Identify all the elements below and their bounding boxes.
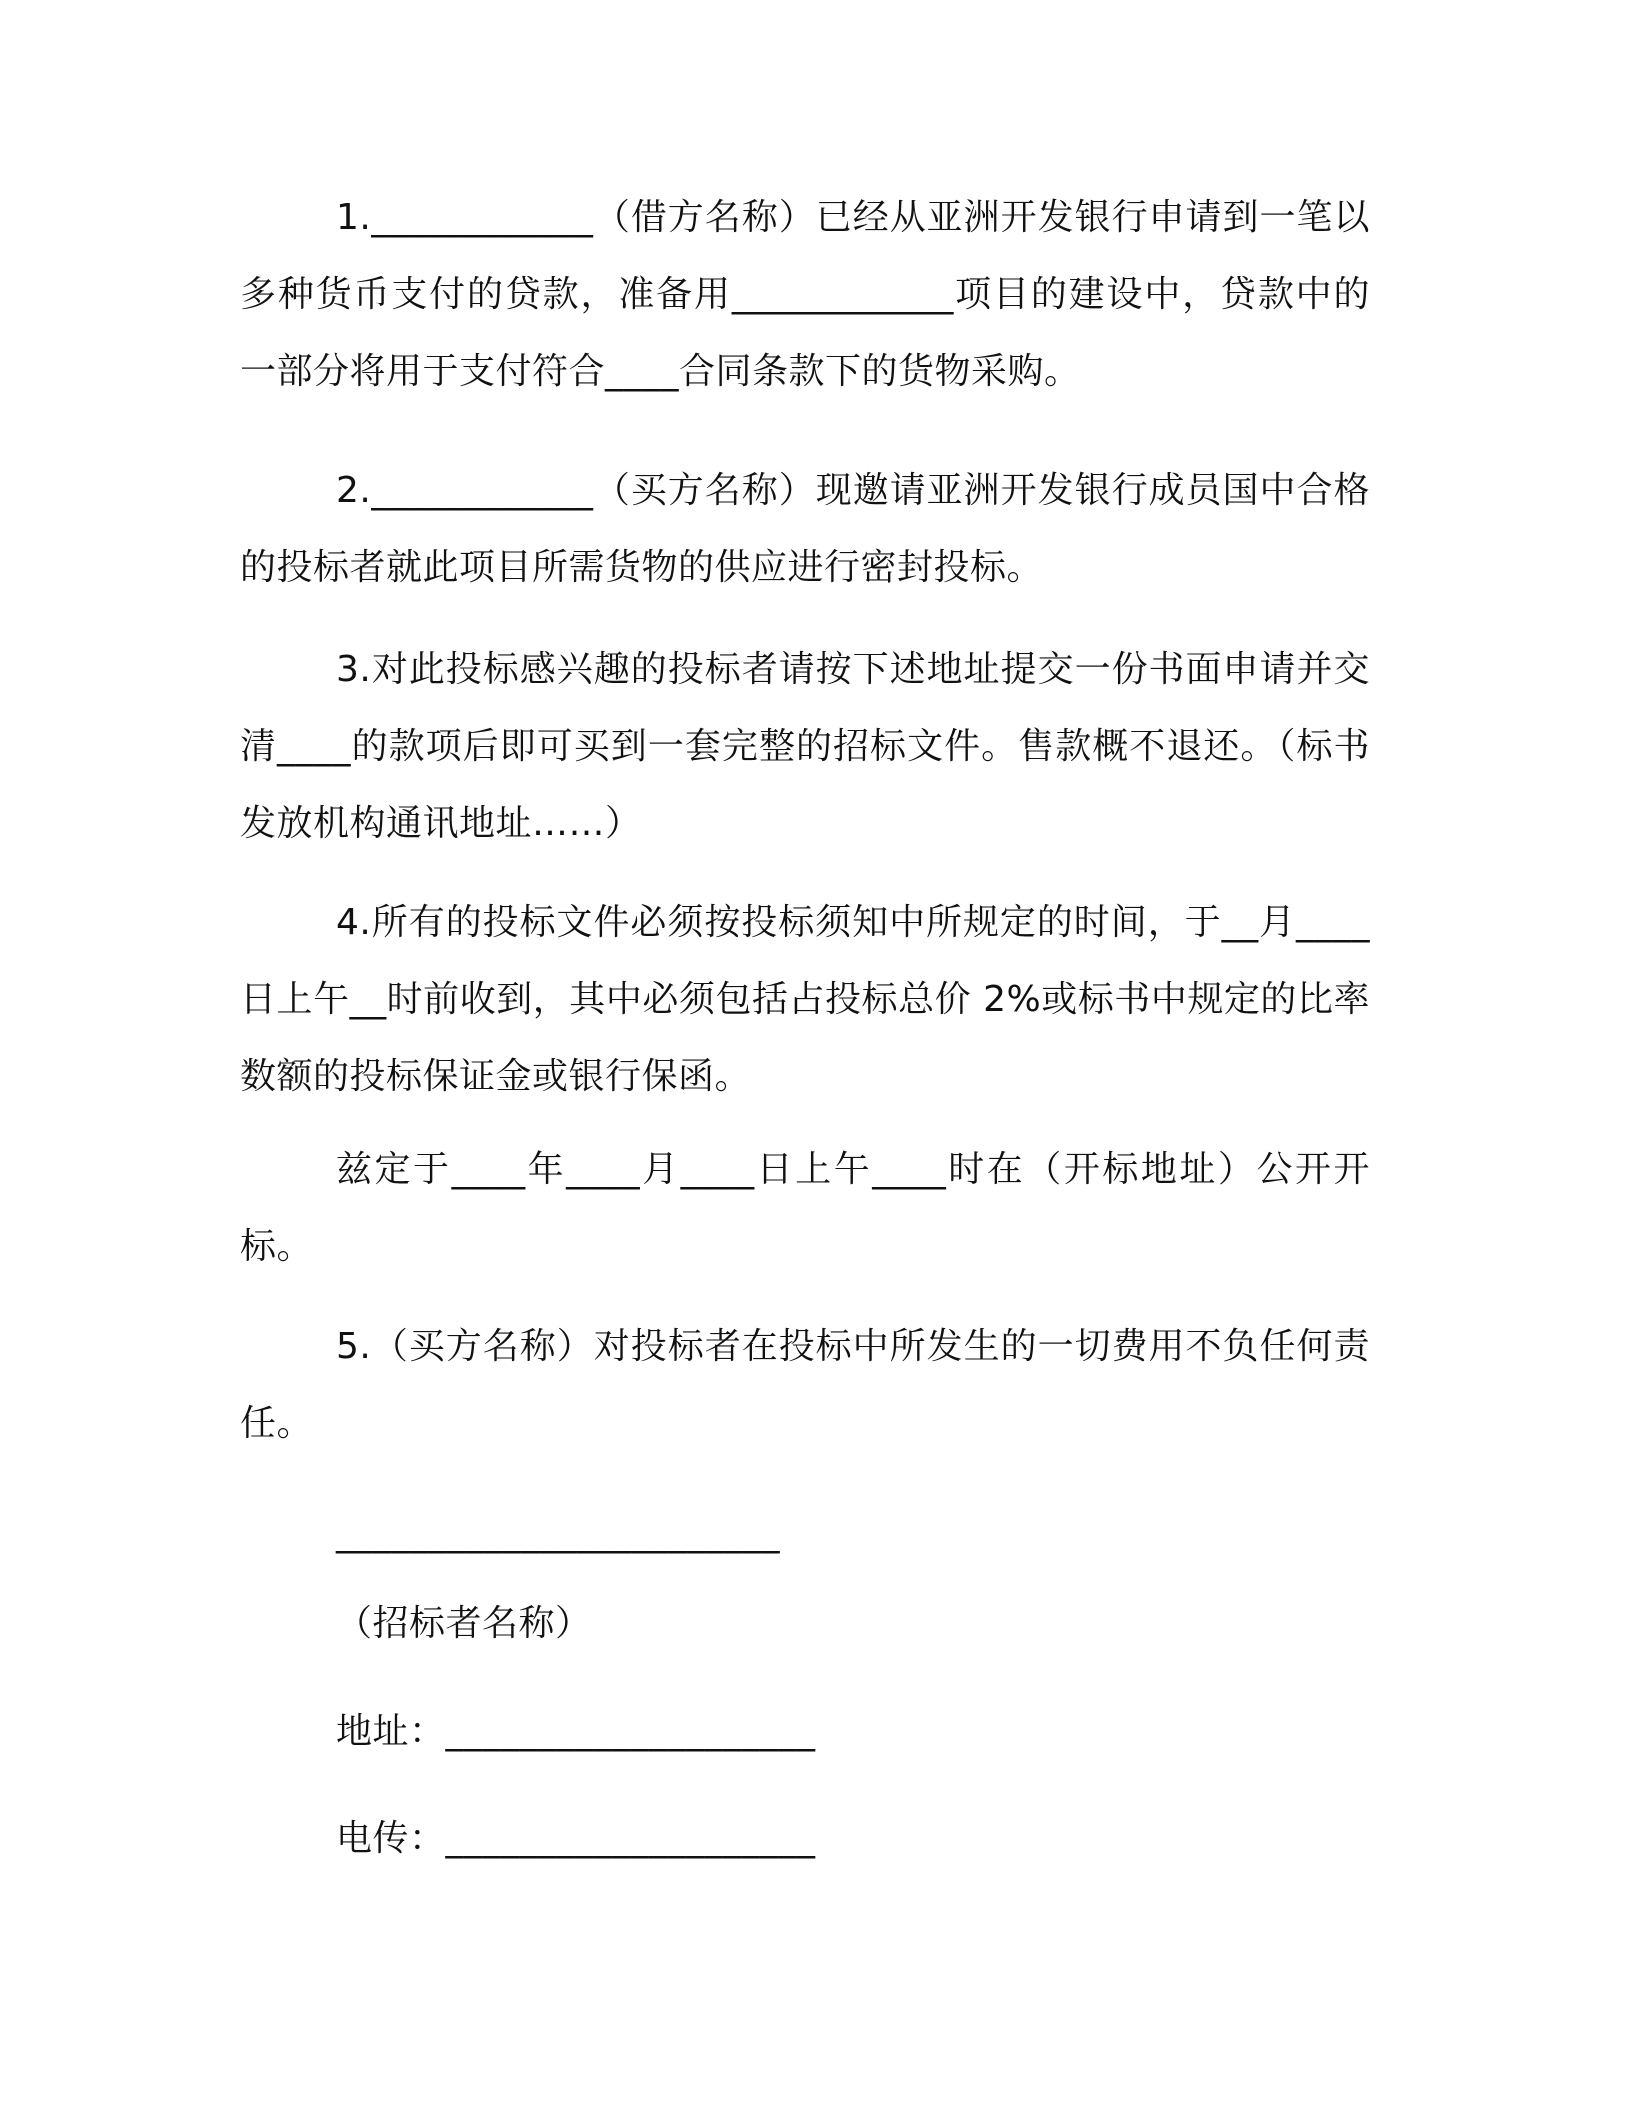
signature-line: ________________________ <box>336 1513 780 1554</box>
paragraph-3: 3.对此投标感兴趣的投标者请按下述地址提交一份书面申请并交清____的款项后即可买到一套完整的招标文件。售款概不退还。（标书发放机构通讯地址……） <box>240 649 1370 844</box>
paragraph-1: 1.____________（借方名称）已经从亚洲开发银行申请到一笔以多种货币支付的贷款，准备用____________项目的建设中，贷款中的一部分将用于支付符合____合同条款下的货物采购。 <box>240 197 1370 392</box>
tenderer-name-label: （招标者名称） <box>336 1603 592 1644</box>
fax-field: 电传：____________________ <box>336 1818 816 1859</box>
paragraph-2: 2.____________（买方名称）现邀请亚洲开发银行成员国中合格的投标者就此项目所需货物的供应进行密封投标。 <box>240 470 1370 588</box>
paragraph-4: 4.所有的投标文件必须按投标须知中所规定的时间，于__月____日上午__时前收到，其中必须包括占投标总价 2%或标书中规定的比率数额的投标保证金或银行保函。 <box>240 902 1370 1097</box>
address-field: 地址：____________________ <box>336 1711 816 1752</box>
paragraph-5: 5.（买方名称）对投标者在投标中所发生的一切费用不负任何责任。 <box>240 1326 1370 1444</box>
paragraph-bid-opening: 兹定于____年____月____日上午____时在（开标地址）公开开标。 <box>240 1149 1370 1267</box>
